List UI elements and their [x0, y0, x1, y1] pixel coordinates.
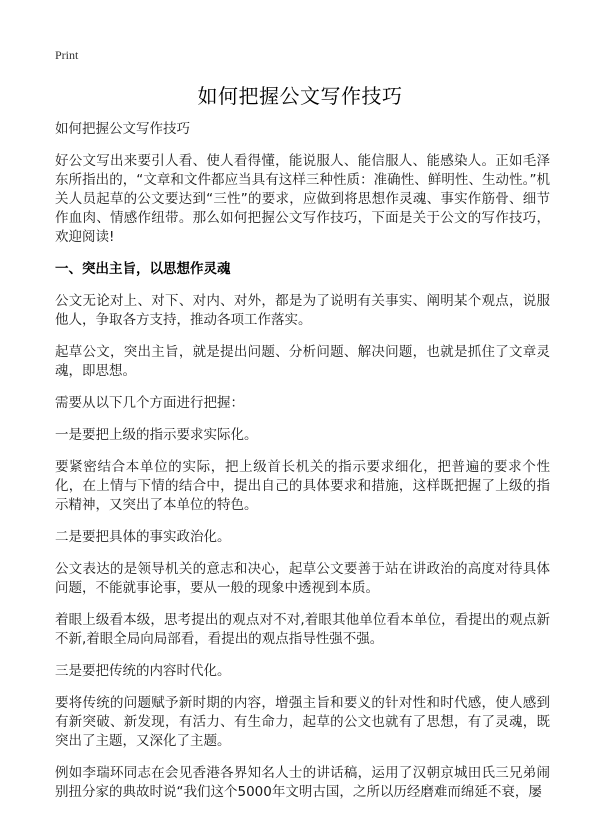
section-heading: 一、突出主旨，以思想作灵魂 [55, 261, 231, 277]
paragraph: 起草公文，突出主旨，就是提出问题、分析问题、解决问题，也就是抓住了文章灵魂，即思想。 [55, 344, 550, 379]
paragraph: 要紧密结合本单位的实际，把上级首长机关的指示要求细化，把普遍的要求个性化，在上情与下情的结合中，提出自己的具体要求和措施，这样既把握了上级的指示精神，又突出了本单位的特色。 [55, 459, 550, 513]
print-link[interactable]: Print [55, 48, 79, 62]
paragraph: 公文无论对上、对下、对内、对外，都是为了说明有关事实、阐明某个观点，说服他人，争取各方支持，推动各项工作落实。 [55, 293, 550, 328]
paragraph: 好公文写出来要引人看、使人看得懂，能说服人、能信服人、能感染人。正如毛泽东所指出的，“文章和文件都应当具有这样三种性质：准确性、鲜明性、生动性。”机关人员起草的公文要达到“三性”的要求，应做到将思想作灵魂、事实作筋骨、细节作血肉、情感作纽带。那么如何把握公文写作技巧，下面是关于公文的写作技巧，欢迎阅读! [55, 153, 550, 245]
paragraph: 一是要把上级的指示要求实际化。 [55, 427, 258, 443]
paragraph: 例如李瑞环同志在会见香港各界知名人士的讲话稿，运用了汉朝京城田氏三兄弟闹别扭分家的典故时说“我们这个5000年文明古国，之所以历经磨难而绵延不衰，屡 [55, 765, 550, 800]
paragraph: 公文表达的是领导机关的意志和决心，起草公文要善于站在讲政治的高度对待具体问题，不能就事论事，要从一般的现象中透视到本质。 [55, 561, 550, 596]
paragraph: 需要从以下几个方面进行把握： [55, 395, 244, 411]
paragraph: 着眼上级看本级，思考提出的观点对不对,着眼其他单位看本单位，看提出的观点新不新,着眼全局向局部看，看提出的观点指导性强不强。 [55, 612, 550, 647]
document-subtitle: 如何把握公文写作技巧 [55, 121, 190, 137]
document-title: 如何把握公文写作技巧 [197, 84, 403, 108]
paragraph: 二是要把具体的事实政治化。 [55, 529, 231, 545]
document-body [55, 120, 550, 815]
paragraph: 要将传统的问题赋予新时期的内容，增强主旨和要义的针对性和时代感，使人感到有新突破、新发现，有活力、有生命力，起草的公文也就有了思想，有了灵魂，既突出了主题，又深化了主题。 [55, 695, 550, 749]
paragraph: 三是要把传统的内容时代化。 [55, 663, 231, 679]
